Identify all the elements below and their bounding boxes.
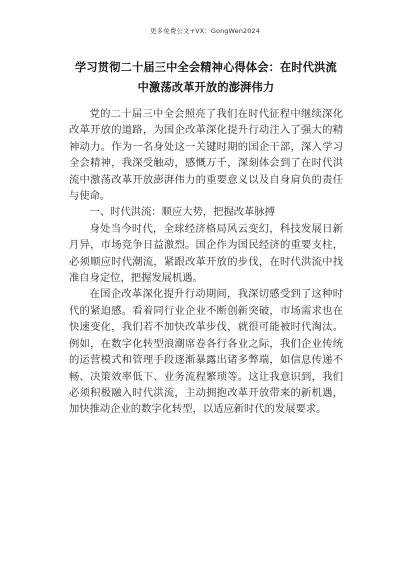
- intro-paragraph: 党的二十届三中全会照亮了我们在时代征程中继续深化改革开放的道路，为国企改革深化提升行动注入了强大的精神动力。作为一名身处这一关键时期的国企干部，深入学习全会精神，我深受触动，感慨万千，深刻体会到了在时代洪流中激荡改革开放澎湃伟力的重要意义以及自身肩负的责任与使命。: [69, 108, 343, 203]
- section-heading: 一、时代洪流：顺应大势，把握改革脉搏: [89, 206, 275, 219]
- body-paragraph: 在国企改革深化提升行动期间，我深切感受到了这种时代的紧迫感。看着同行业企业不断创新突破，市场需求也在快速变化，我们若不加快改革步伐，就很可能被时代淘汰。例如，在数字化转型浪潮席卷各行各业之际，我们企业传统的运营模式和管理手段逐渐暴露出诸多弊端，如信息传递不畅、决策效率低下、业务流程繁琐等。这让我意识到，我们必须积极融入时代洪流，主动拥抱改革开放带来的新机遇，加快推动企业的数字化转型，以适应新时代的发展要求。: [69, 288, 343, 416]
- document-body: [69, 106, 343, 418]
- header-watermark: 更多免费公文+VX：GongWen2024: [150, 27, 260, 35]
- body-paragraph: 身处当今时代，全球经济格局风云变幻，科技发展日新月异，市场竞争日益激烈。国企作为国民经济的重要支柱，必须顺应时代潮流，紧跟改革开放的步伐，在时代洪流中找准自身定位，把握发展机遇。: [69, 222, 343, 285]
- document-title: 学习贯彻二十届三中全会精神心得体会：在时代洪流中激荡改革开放的澎湃伟力: [75, 61, 337, 94]
